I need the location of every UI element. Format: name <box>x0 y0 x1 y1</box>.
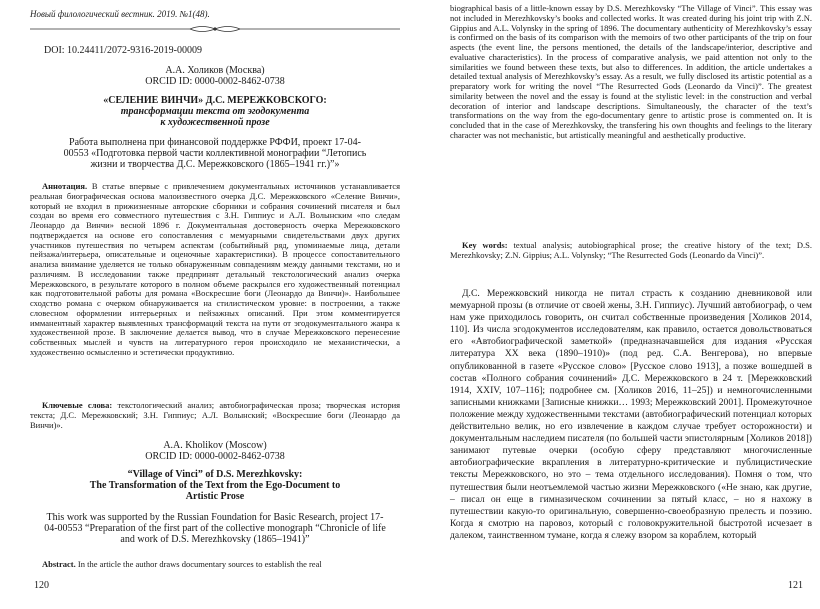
header-ornament-divider <box>30 24 400 34</box>
journal-header: Новый филологический вестник. 2019. №1(48). <box>30 9 210 19</box>
body-text: Д.С. Мережковский никогда не питал страсть к созданию дневниковой или мемуарной прозы (в отличие от своей жены, З.Н. Гиппиус). Лучший автобиограф, о чем нам уже приходилось говорить, он считал собственные произведения [Холиков 2014, 110]. Из числа эгодокументов исследователям, как правило, остается довольствоваться его «Автобиографической заметкой» (предназначавшейся для издания «Русская литература XX века (1890–1910)» (под ред. С.А. Венгерова), но впервые опубликованной в газете «Русское слово» [Русское слово 1913], а позже вошедшей в состав «Полного собрания сочинений» Д.С. Мережковского в 24 т. [Мережковский 1914, XXIV, 107–116]; подробнее см. [Холиков 2016, 11–25]) и немногочисленными записными книжками [Записные книжки… 1993; Мережковский 2001]. Промежуточное положение между художественными текстами (автобиографический потенциал которых действительно велик, но его извлечение в каждом случае требует осторожности) и документальным наследием писателя (по большей части эпистолярным [Холиков 2018]) занимают путевые очерки (особую сферу представляют многочисленные автобиографические вкрапления в литературно-критические и публицистические тексты Мережковского, но это – тема отдельного исследования). Помня о том, что путешествия были неотъемлемой частью жизни Мережковского («Не знаю, как другие, – писал он еще в гимназическом сочинении за пятый класс, – но я нахожу в путешествии какую-то оригинальную, совершенно-своеобразную прелесть и поэзию. Когда я смотрю на паровоз, который с головокружительной быстротой исчезает в далеком, таинственном тумане, когда я слежу взором за кораблем, который <box>450 288 812 541</box>
right-page <box>410 0 820 609</box>
author-en: A.A. Kholikov (Moscow) <box>163 440 267 451</box>
abstract-ru-text: В статье впервые с привлечением документальных источников устанавливается реальная биографическая основа малоизвестного очерка Д.С. Мережковского «Селение Винчи», который не входил в прижизненные авторские сборники и собрания сочинений писателя и был создан во время его совместного путешествия с З.Н. Гиппиус и А.Л. Волынским «по следам Леонардо да Винчи» весной 1896 г. Документальная достоверность очерка Мережковского подтверждается на основе его сопоставления с мемуарными свидетельствами двух других участников путешествия по четырем аспектам (событийный ряд, упоминаемые лица, детали пейзажа/интерьера, описательные и оценочные характеристики). В процессе сопоставительного анализа внимание уделяется не только обнаруженным совпадениям между данными текстами, но и различиям. В исследовании также предпринят детальный текстологический анализ очерка Мережковского, в результате которого в полном объеме раскрылся его художественный потенциал как подготовительной работы для романа «Воскресшие боги (Леонардо да Винчи)». Наибольшее сходство романа с очерком обнаруживается на стилистическом уровне: в построении, а также словесном оформлении интерьерных и пейзажных описаний. При этом комментируется имманентный характер выявленных трансформаций текста на пути от эгодокументального жанра к художественной прозе. В заключение делается вывод, что в случае Мережковского перенесение собственных мыслей и чувств на литературного героя происходило не механистически, а художественно осмысленно и эстетически продуктивно. <box>30 181 401 357</box>
keywords-ru-text: текстологический анализ; автобиографическая проза; творческая история текста; Д.С. Мережковский; З.Н. Гиппиус; А.Л. Волынский; «Воскресшие боги (Леонардо да Винчи)». <box>30 400 401 430</box>
orcid-en: ORCID ID: 0000-0002-8462-0738 <box>145 451 285 462</box>
funding-en: This work was supported by the Russian Foundation for Basic Research, project 17-04-00553 “Preparation of the first part of the collective monograph “Chronicle of life and work of D.S. Merezhkovsky (1865–1941)” <box>44 512 386 546</box>
keywords-ru-label: Ключевые слова: <box>42 400 113 410</box>
orcid-ru: ORCID ID: 0000-0002-8462-0738 <box>145 76 285 87</box>
funding-ru: Работа выполнена при финансовой поддержке РФФИ, проект 17-04-00553 «Подготовка первой части коллективной монографии “Летопись жизни и творчества Д.С. Мережковского (1865–1941 гг.)”» <box>63 137 367 171</box>
page-number-left: 120 <box>34 580 49 591</box>
article-title-en-2: The Transformation of the Text from the Ego-Document to <box>89 480 341 491</box>
author-ru: А.А. Холиков (Москва) <box>165 65 265 76</box>
keywords-en-label: Key words: <box>462 240 508 250</box>
keywords-en <box>450 241 812 261</box>
abstract-en-label: Abstract. <box>42 559 76 569</box>
keywords-ru <box>30 401 400 430</box>
abstract-en-text: In the article the author draws documentary sources to establish the real <box>77 559 322 569</box>
abstract-en-start <box>30 560 400 570</box>
article-title-en-3: Artistic Prose <box>185 491 245 502</box>
article-title-en-1: “Village of Vinci” of D.S. Merezhkovsky: <box>127 469 303 480</box>
keywords-en-text: textual analysis; autobiographical prose; the creative history of the text; D.S. Merezhkovsky; Z.N. Gippius; A.L. Volynsky; “The Resurrected Gods (Leonardo da Vinci)”. <box>450 240 812 260</box>
article-subtitle-ru-2: к художественной прозе <box>160 117 270 128</box>
abstract-ru <box>30 182 400 358</box>
abstract-ru-label: Аннотация. <box>42 181 88 191</box>
article-subtitle-ru-1: трансформации текста от эгодокумента <box>120 106 310 117</box>
article-title-ru: «СЕЛЕНИЕ ВИНЧИ» Д.С. МЕРЕЖКОВСКОГО: <box>103 95 327 106</box>
page-number-right: 121 <box>788 580 803 591</box>
abstract-en-continued: biographical basis of a little-known essay by D.S. Merezhkovsky “The Village of Vinci”. This essay was not included in Merezhkovsky’s books and collected works. It was created during his joint trip with Z.N. Gippius and A.L. Volynsky in the spring of 1896. The documentary authenticity of Merezhkovsky’s essay is confirmed on the basis of its comparison with the memoirs of two other participants of the trip on four aspects (the event line, the persons mentioned, the details of the landscape/interior, descriptive and evaluative characteristics). In the process of comparative analysis, we paid attention not only to the similarities we found between these texts, but also to differences. In addition, the article undertakes a detailed textual analysis of Merezhkovsky’s essay. As a result, we fully disclosed its artistic potential as a preparatory work for writing the novel “The Resurrected Gods (Leonardo da Vinci)”. The greatest similarity between the novel and the essay is found at the stylistic level: in the construction and verbal decoration of interior and landscape descriptions. Simultaneously, the character of the text’s transformations on the way from the ego-documentary genre to artistic prose is commented on. It is concluded that in the case of Merezhkovsky, the transfering his own thoughts and feelings to the literary character was not mechanistic, but artistically meaningful and aesthetically productive. <box>450 3 812 140</box>
doi: DOI: 10.24411/2072-9316-2019-00009 <box>44 45 202 56</box>
